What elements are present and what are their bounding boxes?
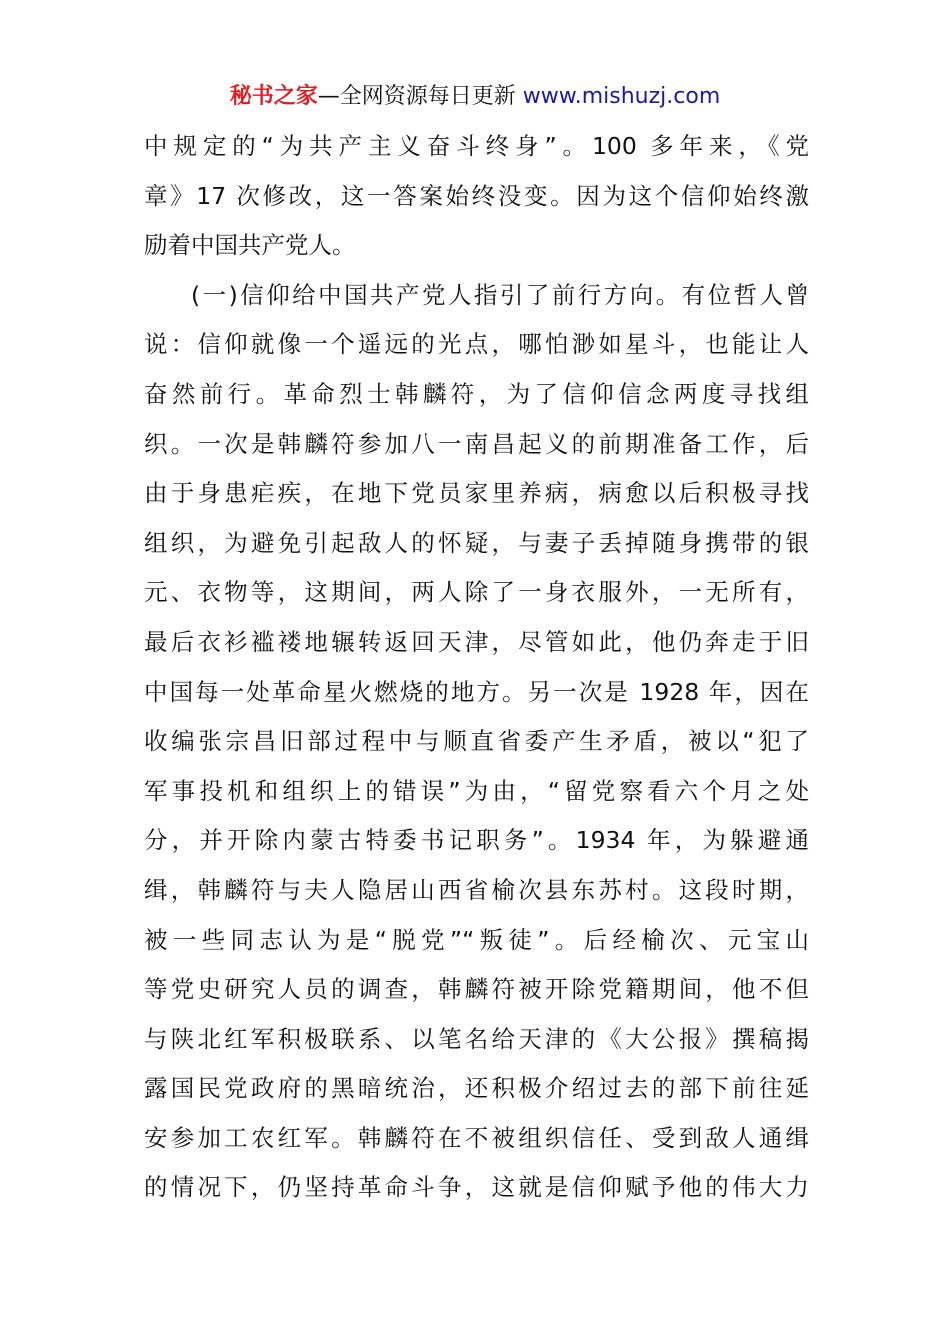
- page-header: [0, 82, 950, 112]
- text-line: 收编张宗昌旧部过程中与顺直省委产生矛盾，被以“犯了: [144, 727, 809, 756]
- text-line: 军事投机和组织上的错误”为由，“留党察看六个月之处: [144, 776, 809, 805]
- text-line: 组织，为避免引起敌人的怀疑，与妻子丢掉随身携带的银: [144, 528, 809, 557]
- text-line: 章》17 次修改，这一答案始终没变。因为这个信仰始终激: [144, 181, 809, 210]
- site-url-link[interactable]: www.mishuzj.com: [522, 84, 721, 109]
- text-line: 由于身患疟疾，在地下党员家里养病，病愈以后积极寻找: [144, 479, 809, 508]
- brand-name: 秘书之家: [229, 84, 318, 109]
- text-line: 露国民党政府的黑暗统治，还积极介绍过去的部下前往延: [144, 1074, 809, 1103]
- text-line: 等党史研究人员的调查，韩麟符被开除党籍期间，他不但: [144, 975, 809, 1004]
- header-slogan: —全网资源每日更新: [317, 84, 523, 109]
- text-line: 被一些同志认为是“脱党”“叛徒”。后经榆次、元宝山: [144, 925, 809, 954]
- text-line: 元、衣物等，这期间，两人除了一身衣服外，一无所有，: [144, 578, 809, 607]
- text-line: 缉，韩麟符与夫人隐居山西省榆次县东苏村。这段时期，: [144, 875, 809, 904]
- text-line: 最后衣衫褴褛地辗转返回天津，尽管如此，他仍奔走于旧: [144, 627, 809, 656]
- text-line: 织。一次是韩麟符参加八一南昌起义的前期准备工作，后: [144, 429, 809, 458]
- document-body: [144, 122, 809, 1213]
- text-line: 奋然前行。革命烈士韩麟符，为了信仰信念两度寻找组: [144, 379, 809, 408]
- text-line: (一)信仰给中国共产党人指引了前行方向。有位哲人曾: [191, 280, 809, 309]
- text-line: 中国每一处革命星火燃烧的地方。另一次是 1928 年，因在: [144, 677, 809, 706]
- paragraph-2: [144, 271, 809, 1213]
- text-line: 安参加工农红军。韩麟符在不被组织信任、受到敌人通缉: [144, 1123, 809, 1152]
- paragraph-1: [144, 122, 809, 271]
- text-line: 说：信仰就像一个遥远的光点，哪怕渺如星斗，也能让人: [144, 330, 809, 359]
- text-line: 与陕北红军积极联系、以笔名给天津的《大公报》撰稿揭: [144, 1024, 809, 1053]
- text-line: 励着中国共产党人。: [144, 231, 356, 260]
- text-line: 中规定的“为共产主义奋斗终身”。100 多年来，《党: [144, 132, 809, 160]
- text-line: 的情况下，仍坚持革命斗争，这就是信仰赋予他的伟大力: [144, 1173, 809, 1202]
- text-line: 分，并开除内蒙古特委书记职务”。1934 年，为躲避通: [144, 826, 809, 855]
